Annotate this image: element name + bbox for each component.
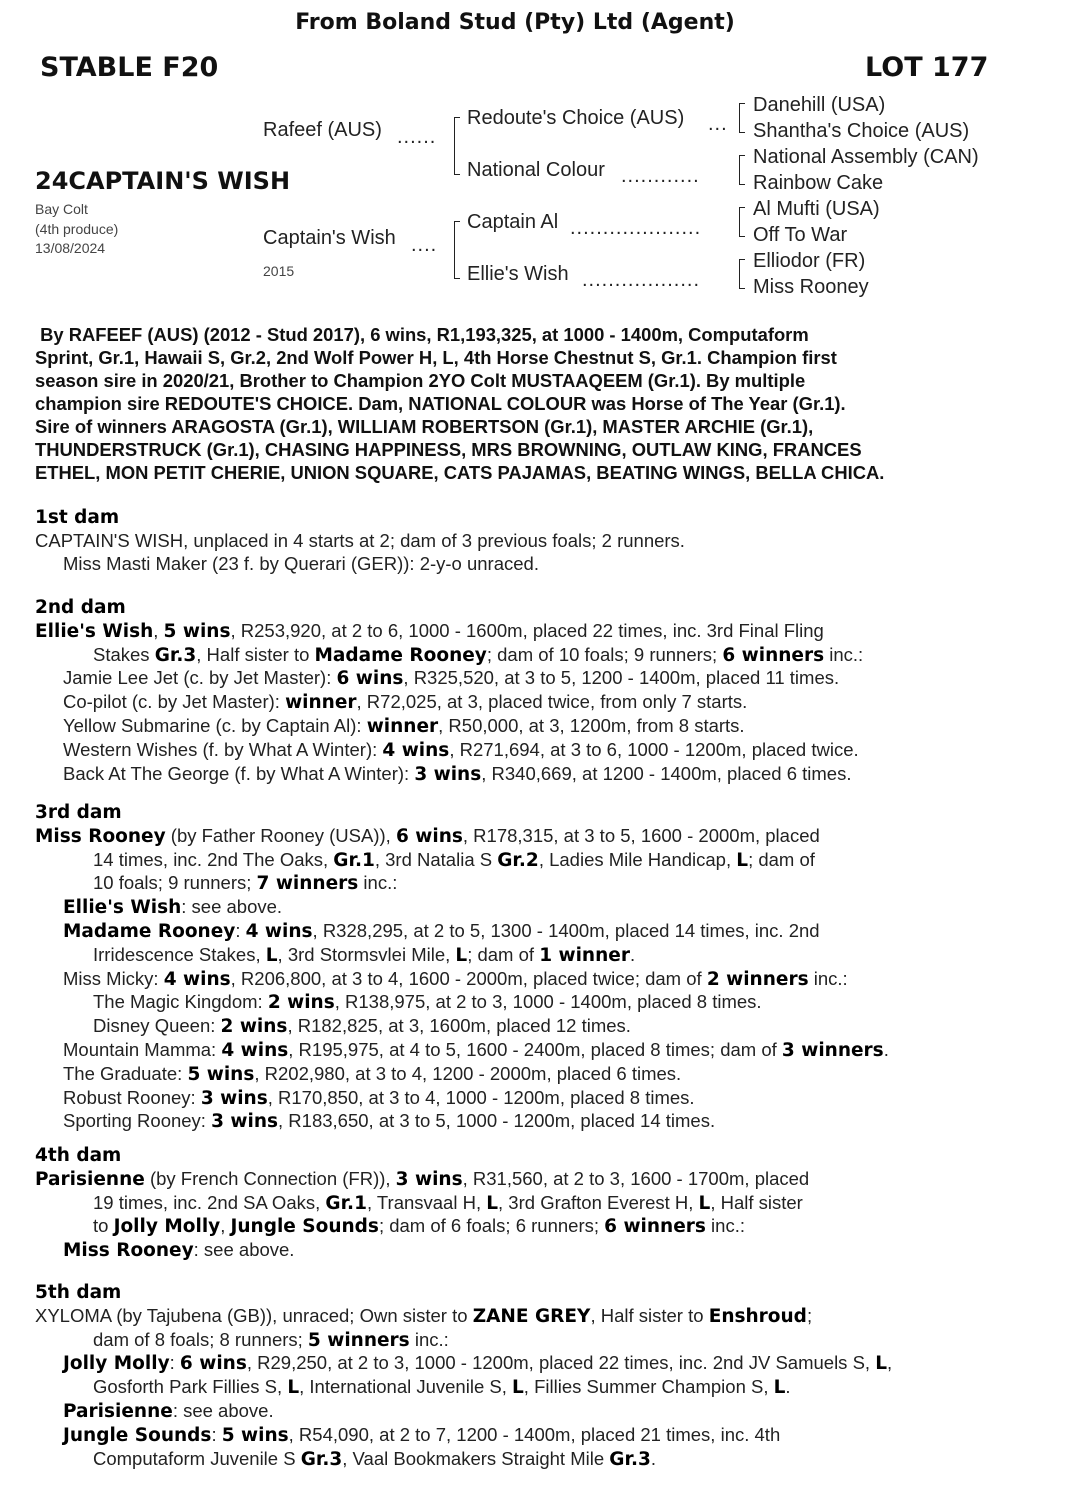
record-line: [35, 1039, 1075, 1063]
section-lines: [35, 1305, 1075, 1472]
sire-summary-line: season sire in 2020/21, Brother to Champion 2YO Colt MUSTAAQEEM (Gr.1). By multiple: [35, 370, 806, 391]
emphasis-text: L: [512, 1377, 524, 1399]
record-line: [35, 644, 1075, 668]
emphasis-text: 2 winners: [706, 968, 809, 990]
emphasis-text: Enshroud: [708, 1305, 807, 1327]
emphasis-text: Jungle Sounds: [63, 1424, 212, 1446]
record-text: .: [629, 943, 636, 965]
record-text: , International Juvenile S,: [299, 1376, 512, 1398]
vendor-line: From Boland Stud (Pty) Ltd (Agent): [295, 10, 735, 35]
emphasis-text: 6 wins: [179, 1353, 247, 1375]
emphasis-text: Gr.3: [154, 644, 197, 666]
record-text: :: [169, 1352, 180, 1374]
pedigree-dots: ....................: [570, 217, 702, 239]
emphasis-text: L: [875, 1353, 887, 1375]
emphasis-text: 2 wins: [267, 992, 335, 1014]
emphasis-text: Parisienne: [35, 1168, 145, 1190]
record-text: Co-pilot (c. by Jet Master):: [63, 691, 286, 713]
record-line: [35, 1192, 1075, 1216]
section-lines: [35, 530, 1075, 576]
pedigree-ggp: Rainbow Cake: [753, 172, 884, 194]
record-text: .: [883, 1038, 889, 1060]
record-line: [35, 667, 1075, 691]
emphasis-text: L: [287, 1377, 300, 1399]
record-text: : see above.: [193, 1239, 295, 1261]
record-line: [35, 896, 1075, 920]
record-line: [35, 530, 1075, 553]
record-line: [35, 968, 1075, 992]
pedigree-ggp: Miss Rooney: [753, 276, 869, 298]
record-text: inc.:: [808, 967, 848, 989]
emphasis-text: 3 wins: [211, 1111, 279, 1133]
record-text: Western Wishes (f. by What A Winter):: [63, 738, 383, 760]
pedigree-dots: ......: [397, 126, 437, 148]
record-text: Disney Queen:: [93, 1015, 221, 1037]
emphasis-text: 6 winners: [604, 1216, 706, 1238]
pedigree-ggp: Off To War: [753, 224, 848, 246]
record-text: The Magic Kingdom:: [93, 991, 268, 1013]
record-text: : see above.: [181, 896, 283, 918]
record-text: Sporting Rooney:: [63, 1110, 212, 1132]
record-line: [35, 872, 1075, 896]
record-text: .: [785, 1376, 791, 1398]
record-text: Yellow Submarine (c. by Captain Al):: [63, 714, 367, 736]
pedigree-dots: ...: [708, 113, 728, 135]
record-text: , Half sister to: [196, 643, 315, 665]
pedigree-sire-dam: National Colour: [467, 159, 605, 181]
record-text: 14 times, inc. 2nd The Oaks,: [93, 848, 334, 870]
emphasis-text: 1 winner: [539, 944, 630, 966]
sire-summary-line: By RAFEEF (AUS) (2012 - Stud 2017), 6 wins, R1,193,325, at 1000 - 1400m, Computaform: [35, 324, 809, 345]
emphasis-text: Parisienne: [63, 1400, 173, 1422]
stable-number: STABLE F20: [40, 52, 219, 83]
record-text: , R138,975, at 2 to 3, 1000 - 1400m, placed 8 times.: [334, 991, 762, 1013]
emphasis-text: 3 wins: [395, 1168, 463, 1190]
emphasis-text: Jolly Molly: [63, 1353, 170, 1375]
record-line: [35, 1329, 1075, 1353]
record-text: , R328,295, at 2 to 5, 1300 - 1400m, placed 14 times, inc. 2nd: [312, 919, 820, 941]
record-line: [35, 825, 1075, 849]
emphasis-text: winner: [285, 692, 357, 714]
record-text: , R206,800, at 3 to 4, 1600 - 2000m, placed twice; dam of: [230, 967, 707, 989]
emphasis-text: 5 wins: [221, 1424, 289, 1446]
sire-summary-line: champion sire REDOUTE'S CHOICE. Dam, NATIONAL COLOUR was Horse of The Year (Gr.1).: [35, 393, 846, 414]
record-text: inc.:: [824, 643, 864, 665]
record-text: Irridescence Stakes,: [93, 943, 266, 965]
record-text: , R182,825, at 3, 1600m, placed 12 times.: [287, 1015, 631, 1037]
section-lines: [35, 620, 1075, 787]
record-text: , R54,090, at 2 to 7, 1200 - 1400m, placed 21 times, inc. 4th: [288, 1423, 781, 1445]
emphasis-text: Jolly Molly: [113, 1216, 221, 1238]
pedigree-bracket: [454, 221, 460, 279]
section-heading: 1st dam: [35, 507, 120, 528]
record-text: , Half sister: [710, 1191, 803, 1213]
record-line: [35, 920, 1075, 944]
record-text: , R29,250, at 2 to 3, 1000 - 1200m, placed 22 times, inc. 2nd JV Samuels S,: [246, 1352, 876, 1374]
dam-section-2: [35, 597, 1075, 786]
emphasis-text: 6 wins: [336, 668, 404, 690]
record-text: , Transvaal H,: [366, 1191, 487, 1213]
pedigree-dots: ............: [621, 165, 700, 187]
record-text: inc.:: [358, 872, 398, 894]
record-text: ; dam of 10 foals; 9 runners;: [486, 643, 723, 665]
record-line: [35, 991, 1075, 1015]
emphasis-text: 2 wins: [220, 1016, 288, 1038]
section-heading: 2nd dam: [35, 597, 126, 618]
emphasis-text: 6 winners: [722, 644, 825, 666]
record-text: , R202,980, at 3 to 4, 1200 - 2000m, placed 6 times.: [254, 1062, 682, 1084]
section-heading: 3rd dam: [35, 802, 122, 823]
record-text: , Ladies Mile Handicap,: [538, 848, 737, 870]
pedigree-bracket: [739, 155, 745, 185]
record-text: , 3rd Stormsvlei Mile,: [277, 943, 456, 965]
pedigree-bracket: [739, 103, 745, 133]
record-text: , R178,315, at 3 to 5, 1600 - 2000m, placed: [462, 824, 820, 846]
record-line: [35, 1215, 1075, 1239]
horse-name: 24CAPTAIN'S WISH: [35, 167, 291, 195]
dam-section-3: [35, 802, 1075, 1134]
record-text: Computaform Juvenile S: [93, 1447, 301, 1469]
record-line: [35, 1110, 1075, 1134]
record-text: , R72,025, at 3, placed twice, from only 7 starts.: [356, 691, 748, 713]
pedigree-ggp: Shantha's Choice (AUS): [753, 120, 970, 142]
emphasis-text: Ellie's Wish: [35, 620, 154, 642]
record-text: Stakes: [93, 643, 155, 665]
record-text: ; dam of 6 foals; 6 runners;: [378, 1215, 605, 1237]
record-line: [35, 1376, 1075, 1400]
sire-summary-line: ETHEL, MON PETIT CHERIE, UNION SQUARE, CATS PAJAMAS, BEATING WINGS, BELLA CHICA.: [35, 462, 885, 483]
record-text: , Half sister to: [590, 1304, 709, 1326]
record-text: :: [235, 919, 246, 941]
emphasis-text: Gr.1: [333, 849, 375, 871]
pedigree-ggp: Danehill (USA): [753, 94, 886, 116]
record-text: , R325,520, at 3 to 5, 1200 - 1400m, placed 11 times.: [403, 667, 840, 689]
record-line: [35, 1063, 1075, 1087]
record-text: , R253,920, at 2 to 6, 1000 - 1600m, placed 22 times, inc. 3rd Final Fling: [230, 619, 824, 641]
emphasis-text: 5 wins: [163, 620, 231, 642]
emphasis-text: 5 wins: [187, 1063, 255, 1085]
record-text: dam of 8 foals; 8 runners;: [93, 1328, 308, 1350]
emphasis-text: Gr.1: [325, 1192, 367, 1214]
dam-section-4: [35, 1145, 1075, 1263]
record-text: ; dam of: [467, 943, 540, 965]
horse-foaled: 13/08/2024: [35, 240, 106, 256]
record-line: [35, 1305, 1075, 1329]
emphasis-text: Madame Rooney: [314, 644, 487, 666]
emphasis-text: L: [773, 1377, 786, 1399]
record-text: .: [650, 1447, 656, 1469]
section-heading: 5th dam: [35, 1282, 122, 1303]
pedigree-dots: ....: [411, 234, 438, 256]
record-line: [35, 1239, 1075, 1263]
emphasis-text: Gr.2: [497, 849, 539, 871]
record-text: inc.:: [409, 1328, 449, 1350]
pedigree-dam-dam: Ellie's Wish: [467, 263, 569, 285]
record-text: Miss Masti Maker (23 f. by Querari (GER)): 2-y-o unraced.: [63, 552, 539, 574]
record-line: [35, 739, 1075, 763]
emphasis-text: 6 wins: [395, 825, 463, 847]
pedigree-ggp: Al Mufti (USA): [753, 198, 880, 220]
emphasis-text: ZANE GREY: [472, 1305, 591, 1327]
section-lines: [35, 825, 1075, 1134]
record-text: Miss Micky:: [63, 967, 164, 989]
record-text: ;: [806, 1304, 813, 1326]
record-text: (by Father Rooney (USA)),: [165, 824, 396, 846]
emphasis-text: Madame Rooney: [63, 920, 236, 942]
record-text: Gosforth Park Fillies S,: [93, 1376, 288, 1398]
record-text: , R50,000, at 3, 1200m, from 8 starts.: [438, 714, 745, 736]
record-line: [35, 620, 1075, 644]
record-line: [35, 691, 1075, 715]
emphasis-text: Jungle Sounds: [230, 1216, 379, 1238]
horse-colour-sex: Bay Colt: [35, 201, 88, 217]
emphasis-text: L: [736, 849, 749, 871]
horse-produce: (4th produce): [35, 221, 119, 237]
record-text: , 3rd Natalia S: [374, 848, 498, 870]
record-text: ,: [220, 1215, 231, 1237]
record-text: , R183,650, at 3 to 5, 1000 - 1200m, placed 14 times.: [278, 1110, 716, 1132]
record-text: CAPTAIN'S WISH, unplaced in 4 starts at 2; dam of 3 previous foals; 2 runners.: [35, 529, 685, 551]
sire-summary-line: Sire of winners ARAGOSTA (Gr.1), WILLIAM ROBERTSON (Gr.1), MASTER ARCHIE (Gr.1),: [35, 416, 814, 437]
record-line: [35, 763, 1075, 787]
record-text: ,: [887, 1352, 893, 1374]
emphasis-text: winner: [366, 715, 439, 737]
emphasis-text: 7 winners: [256, 873, 359, 895]
record-text: The Graduate:: [63, 1062, 188, 1084]
record-text: :: [211, 1423, 222, 1445]
emphasis-text: L: [265, 944, 278, 966]
pedigree-sire: Rafeef (AUS): [263, 119, 382, 141]
record-text: Robust Rooney:: [63, 1086, 201, 1108]
record-text: : see above.: [172, 1399, 274, 1421]
emphasis-text: Gr.3: [609, 1448, 651, 1470]
emphasis-text: L: [698, 1192, 711, 1214]
record-text: , Vaal Bookmakers Straight Mile: [342, 1447, 610, 1469]
record-line: [35, 1352, 1075, 1376]
record-text: ; dam of: [748, 848, 815, 870]
record-line: [35, 553, 1075, 576]
record-text: ,: [153, 619, 164, 641]
record-text: inc.:: [705, 1215, 745, 1237]
record-text: XYLOMA (by Tajubena (GB)), unraced; Own sister to: [35, 1304, 473, 1326]
emphasis-text: Miss Rooney: [35, 825, 166, 847]
emphasis-text: 3 wins: [200, 1087, 268, 1109]
lot-number: LOT 177: [865, 52, 989, 83]
emphasis-text: L: [455, 944, 468, 966]
record-text: Back At The George (f. by What A Winter):: [63, 762, 415, 784]
pedigree-bracket: [739, 207, 745, 237]
emphasis-text: 4 wins: [382, 739, 450, 761]
sire-summary-line: THUNDERSTRUCK (Gr.1), CHASING HAPPINESS, MRS BROWNING, OUTLAW KING, FRANCES: [35, 439, 862, 460]
emphasis-text: 3 wins: [414, 763, 482, 785]
pedigree-bracket: [739, 259, 745, 289]
pedigree-dam-sire: Captain Al: [467, 211, 559, 233]
pedigree-dots: ..................: [582, 269, 701, 291]
record-text: Mountain Mamma:: [63, 1038, 222, 1060]
pedigree-dam: Captain's Wish: [263, 227, 396, 249]
record-text: (by French Connection (FR)),: [144, 1167, 396, 1189]
emphasis-text: 4 wins: [245, 920, 313, 942]
emphasis-text: 4 wins: [163, 968, 231, 990]
section-heading: 4th dam: [35, 1145, 122, 1166]
record-line: [35, 1400, 1075, 1424]
pedigree-ggp: National Assembly (CAN): [753, 146, 979, 168]
record-line: [35, 849, 1075, 873]
emphasis-text: L: [486, 1192, 499, 1214]
pedigree-sire-sire: Redoute's Choice (AUS): [467, 107, 685, 129]
dam-section-1: [35, 507, 1075, 575]
emphasis-text: 4 wins: [221, 1039, 289, 1061]
pedigree-dam-year: 2015: [263, 263, 295, 279]
dam-section-5: [35, 1282, 1075, 1471]
sire-summary-line: Sprint, Gr.1, Hawaii S, Gr.2, 2nd Wolf Power H, L, 4th Horse Chestnut S, Gr.1. Champion first: [35, 347, 837, 368]
record-text: Jamie Lee Jet (c. by Jet Master):: [63, 667, 337, 689]
record-text: , R195,975, at 4 to 5, 1600 - 2400m, placed 8 times; dam of: [288, 1038, 782, 1060]
record-text: to: [93, 1215, 114, 1237]
pedigree-bracket: [454, 117, 460, 175]
record-text: , 3rd Grafton Everest H,: [498, 1191, 699, 1213]
record-text: , R271,694, at 3 to 6, 1000 - 1200m, placed twice.: [449, 738, 859, 760]
record-text: , R170,850, at 3 to 4, 1000 - 1200m, placed 8 times.: [267, 1086, 695, 1108]
record-line: [35, 1424, 1075, 1448]
record-line: [35, 1015, 1075, 1039]
record-line: [35, 1087, 1075, 1111]
emphasis-text: Ellie's Wish: [63, 897, 182, 919]
record-text: , Fillies Summer Champion S,: [523, 1376, 774, 1398]
record-line: [35, 1448, 1075, 1472]
record-line: [35, 715, 1075, 739]
sire-summary: [35, 323, 1075, 484]
emphasis-text: 3 winners: [781, 1039, 884, 1061]
record-line: [35, 1168, 1075, 1192]
record-text: , R31,560, at 2 to 3, 1600 - 1700m, placed: [462, 1167, 810, 1189]
record-line: [35, 944, 1075, 968]
record-text: 10 foals; 9 runners;: [93, 872, 257, 894]
record-text: 19 times, inc. 2nd SA Oaks,: [93, 1191, 326, 1213]
record-text: , R340,669, at 1200 - 1400m, placed 6 times.: [481, 762, 852, 784]
emphasis-text: Gr.3: [300, 1448, 343, 1470]
pedigree-ggp: Elliodor (FR): [753, 250, 866, 272]
emphasis-text: 5 winners: [307, 1329, 410, 1351]
emphasis-text: Miss Rooney: [63, 1240, 194, 1262]
section-lines: [35, 1168, 1075, 1263]
